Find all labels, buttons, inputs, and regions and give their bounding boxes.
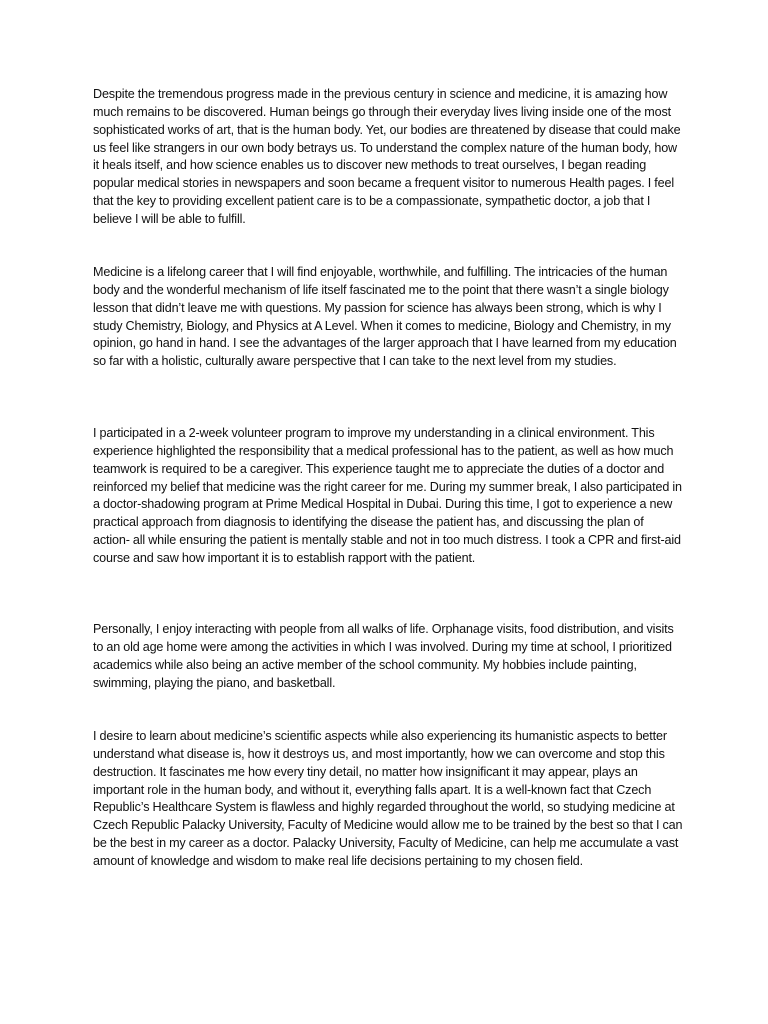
paragraph-clinical-experience: I participated in a 2-week volunteer program to improve my understanding in a clinical environment. This experience highlighted the responsibility that a medical professional has to the patient, as well as how much teamwork is required to be a caregiver. This experience taught me to appreciate the duties of a doctor and reinforced my belief that medicine was the right career for me. During my summer break, I also participated in a doctor-shadowing program at Prime Medical Hospital in Dubai. During this time, I got to experience a new practical approach from diagnosis to identifying the disease the patient has, and discussing the plan of action- all while ensuring the patient is mentally stable and not in too much distress. I took a CPR and first-aid course and saw how important it is to establish rapport with the patient. bbox=[93, 426, 682, 565]
paragraph-intro: Despite the tremendous progress made in the previous century in science and medicine, it is amazing how much remains to be discovered. Human beings go through their everyday lives living inside one of the most sophisticated works of art, that is the human body. Yet, our bodies are threatened by disease that could make us feel like strangers in our own body betrays us. To understand the complex nature of the human body, how it heals itself, and how science enables us to discover new methods to treat ourselves, I began reading popular medical stories in newspapers and soon became a frequent visitor to numerous Health pages. I feel that the key to providing excellent patient care is to be a compassionate, sympathetic doctor, a job that I believe I will be able to fulfill. bbox=[93, 87, 681, 226]
paragraph-conclusion: I desire to learn about medicine’s scientific aspects while also experiencing its humanistic aspects to better understand what disease is, how it destroys us, and most importantly, how we can overcome and stop this destruction. It fascinates me how every tiny detail, no matter how insignificant it may appear, plays an important role in the human body, and without it, everything falls apart. It is a well-known fact that Czech Republic’s Healthcare System is flawless and highly regarded throughout the world, so studying medicine at Czech Republic Palacky University, Faculty of Medicine would allow me to be trained by the best so that I can be the best in my career as a doctor. Palacky University, Faculty of Medicine, can help me accumulate a vast amount of knowledge and wisdom to make real life decisions pertaining to my chosen field. bbox=[93, 729, 683, 868]
paragraph-personal-activities: Personally, I enjoy interacting with people from all walks of life. Orphanage visits, food distribution, and visits to an old age home were among the activities in which I was involved. During my time at school, I prioritized academics while also being an active member of the school community. My hobbies include painting, swimming, playing the piano, and basketball. bbox=[93, 622, 674, 690]
paragraph-career-motivation: Medicine is a lifelong career that I will find enjoyable, worthwhile, and fulfilling. The intricacies of the human body and the wonderful mechanism of life itself fascinated me to the point that there wasn’t a single biology lesson that didn’t leave me with questions. My passion for science has always been strong, which is why I study Chemistry, Biology, and Physics at A Level. When it comes to medicine, Biology and Chemistry, in my opinion, go hand in hand. I see the advantages of the larger approach that I have learned from my education so far with a holistic, culturally aware perspective that I can take to the next level from my studies. bbox=[93, 265, 677, 369]
